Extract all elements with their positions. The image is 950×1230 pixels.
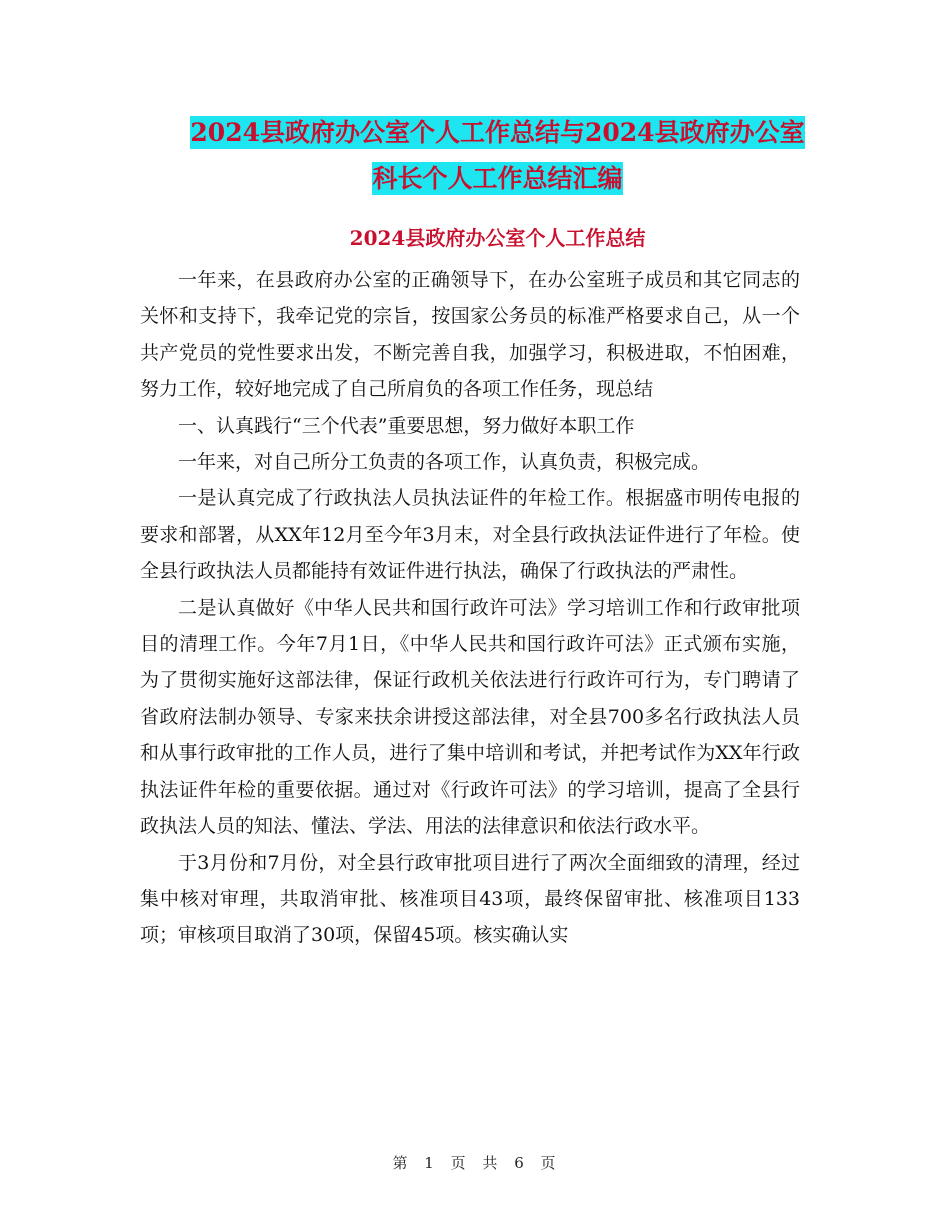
paragraph: 一、认真践行“三个代表”重要思想，努力做好本职工作 [178,414,635,437]
paragraph: 一是认真完成了行政执法人员执法证件的年检工作。根据盛市明传电报的要求和部署，从XX年12月至今年3月末，对全县行政执法证件进行了年检。使全县行政执法人员都能持有效证件进行执法，确保了行政执法的严肃性。 [140,487,800,583]
paragraph: 二是认真做好《中华人民共和国行政许可法》学习培训工作和行政审批项目的清理工作。今年7月1日，《中华人民共和国行政许可法》正式颁布实施，为了贯彻实施好这部法律，保证行政机关依法进行行政许可行为，专门聘请了省政府法制办领导、专家来扶余讲授这部法律，对全县700多名行政执法人员和从事行政审批的工作人员，进行了集中培训和考试，并把考试作为XX年行政执法证件年检的重要依据。通过对《行政许可法》的学习培训，提高了全县行政执法人员的知法、懂法、学法、用法的法律意识和依法行政水平。 [140,596,800,838]
paragraph: 一年来，在县政府办公室的正确领导下，在办公室班子成员和其它同志的关怀和支持下，我牵记党的宗旨，按国家公务员的标准严格要求自己，从一个共产党员的党性要求出发，不断完善自我，加强学习，积极进取，不怕困难，努力工作，较好地完成了自己所肩负的各项工作任务，现总结 [140,269,800,401]
document-title [140,110,855,202]
footer-page-label: 页 [450,1154,468,1172]
footer-total-pages: 6 [514,1154,526,1172]
paragraph: 于3月份和7月份，对全县行政审批项目进行了两次全面细致的清理，经过集中核对审理，共取消审批、核准项目43项，最终保留审批、核准项目133项；审核项目取消了30项，保留45项。核实确认实 [140,851,800,947]
page-footer [0,1152,950,1173]
footer-page-number: 1 [424,1154,436,1172]
paragraph: 一年来，对自己所分工负责的各项工作，认真负责，积极完成。 [178,451,711,474]
section-subtitle: 2024县政府办公室个人工作总结 [349,226,646,250]
footer-total-label: 共 [482,1154,500,1172]
title-line-1: 2024县政府办公室个人工作总结与2024县政府办公室 [190,118,805,147]
title-line-2: 科长个人工作总结汇编 [372,164,623,193]
document-body [140,262,800,954]
footer-prefix: 第 [392,1154,410,1172]
footer-page-end: 页 [540,1154,558,1172]
